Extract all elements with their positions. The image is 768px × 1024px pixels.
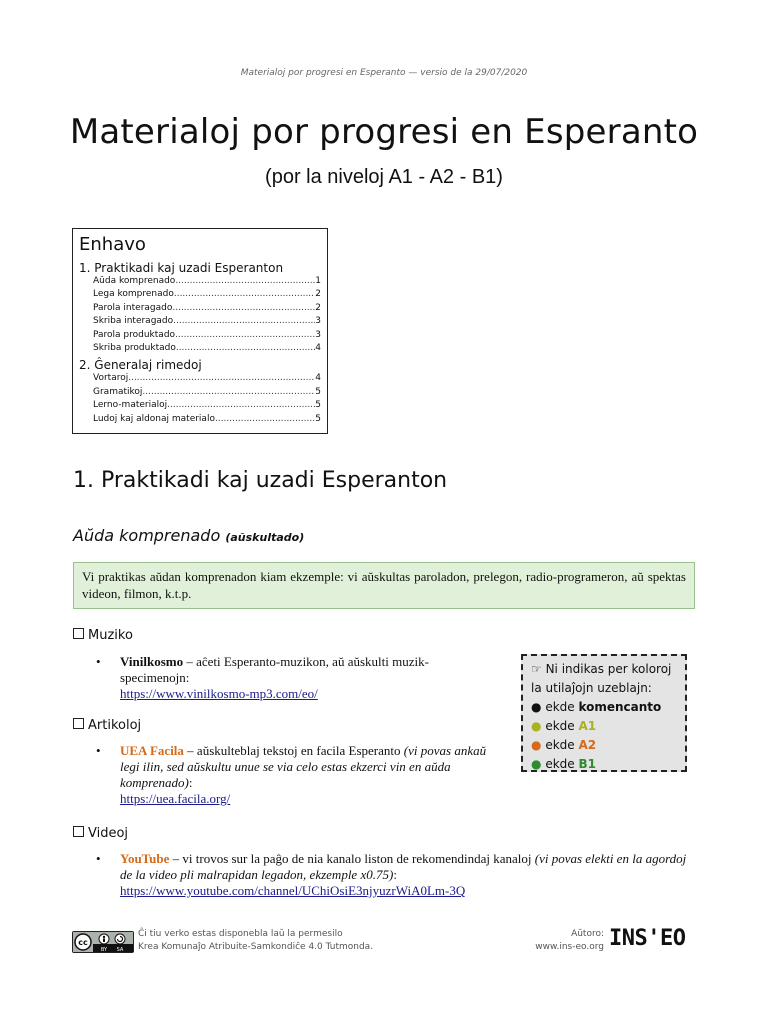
toc-item[interactable]: Skriba interagado ..... 3: [79, 316, 321, 329]
toc-item[interactable]: Lega komprenado ..... 2: [79, 289, 321, 302]
category-artikoloj: Artikoloj: [73, 718, 141, 733]
pointing-hand-icon: ☞: [531, 662, 542, 676]
dot-icon: ●: [531, 719, 542, 733]
svg-text:SA: SA: [116, 947, 124, 952]
toc-item[interactable]: Parola interagado ..... 2: [79, 303, 321, 316]
toc-item[interactable]: Gramatikoj ..... 5: [79, 387, 321, 400]
entry-name: Vinilkosmo: [120, 654, 184, 669]
toc-item[interactable]: Skriba produktado ..... 4: [79, 343, 321, 356]
category-videoj: Videoj: [73, 826, 128, 841]
license-text: Ĉi tiu verko estas disponebla laŭ la permesilo Krea Komunaĵo Atribuite-Samkondiĉe 4.0 Tutmonda.: [138, 929, 374, 952]
bullet-icon: •: [96, 851, 101, 866]
color-legend-note: ☞ Ni indikas per koloroj la utilaĵojn uzeblajn: ● ekde komencanto ● ekde A1 ● ekde A2 ● ekde B1: [521, 654, 687, 772]
youtube-link[interactable]: https://www.youtube.com/channel/UChiOsiE3njyuzrWiA0Lm-3Q: [120, 883, 466, 898]
cc-license-badge[interactable]: [72, 931, 134, 953]
inseo-logo: INS'EO: [609, 926, 686, 951]
dot-icon: ●: [531, 700, 542, 714]
checkbox-icon: [73, 826, 84, 837]
legend-item: ● ekde komencanto: [531, 700, 662, 714]
bullet-icon: •: [96, 743, 101, 758]
toc-title: Enhavo: [79, 234, 146, 255]
svg-text:cc: cc: [78, 938, 88, 947]
category-muziko: Muziko: [73, 628, 133, 643]
table-of-contents: [72, 228, 328, 434]
toc-section[interactable]: 2. Ĝeneralaj rimedoj: [79, 358, 202, 373]
toc-item[interactable]: Vortaroj ..... 4: [79, 373, 321, 386]
toc-item[interactable]: Aŭda komprenado ..... 1: [79, 276, 321, 289]
intro-box: Vi praktikas aŭdan komprenadon kiam ekzemple: vi aŭskultas paroladon, prelegon, radio-programeron, aŭ spektas videon, filmon, k.t.p.: [73, 562, 695, 609]
toc-item[interactable]: Ludoj kaj aldonaj materialo ..... 5: [79, 414, 321, 427]
toc-item[interactable]: Lerno-materialoj ..... 5: [79, 400, 321, 413]
entry-youtube: • YouTube – vi trovos sur la paĝo de nia kanalo liston de rekomendindaj kanaloj (vi povas elekti en la agordoj de la video pli malrapidan legadon, ekzemple x0.75): https://www.youtube.com/channel/UChiOsiE3njyuzrWiA0Lm-3Q: [96, 851, 687, 898]
svg-text:BY: BY: [100, 947, 108, 952]
toc-item[interactable]: Parola produktado ..... 3: [79, 330, 321, 343]
subsection-heading: Aŭda komprenado (aŭskultado): [73, 526, 305, 545]
checkbox-icon: [73, 718, 84, 729]
page-subtitle: (por la niveloj A1 - A2 - B1): [265, 166, 503, 188]
legend-item: ● ekde A2: [531, 738, 597, 752]
checkbox-icon: [73, 628, 84, 639]
author-info: Aŭtoro: www.ins-eo.org: [480, 928, 604, 954]
entry-name: YouTube: [120, 851, 170, 866]
uea-facila-link[interactable]: https://uea.facila.org/: [120, 791, 231, 806]
entry-name: UEA Facila: [120, 743, 184, 758]
bullet-icon: •: [96, 654, 101, 669]
header-note: Materialoj por progresi en Esperanto — versio de la 29/07/2020: [240, 68, 528, 78]
entry-vinilkosmo: • Vinilkosmo – aĉeti Esperanto-muzikon, aŭ aŭskulti muzik-specimenojn: https://www.vinilkosmo-mp3.com/eo/: [96, 654, 429, 701]
page-title: Materialoj por progresi en Esperanto: [69, 112, 699, 152]
author-site-link[interactable]: www.ins-eo.org: [535, 942, 604, 952]
toc-section[interactable]: 1. Praktikadi kaj uzadi Esperanton: [79, 261, 284, 275]
entry-uea-facila: • UEA Facila – aŭskulteblaj tekstoj en facila Esperanto (vi povas ankaŭ legi ilin, sed aŭskultu unue se via celo estas ekzerci vin en aŭda komprenado): https://uea.facila.org/: [96, 743, 487, 806]
section-heading: 1. Praktikadi kaj uzadi Esperanton: [73, 468, 448, 493]
legend-item: ● ekde B1: [531, 757, 596, 771]
vinilkosmo-link[interactable]: https://www.vinilkosmo-mp3.com/eo/: [120, 686, 318, 701]
legend-item: ● ekde A1: [531, 719, 597, 733]
dot-icon: ●: [531, 757, 542, 771]
dot-icon: ●: [531, 738, 542, 752]
cc-icon: [73, 932, 133, 952]
